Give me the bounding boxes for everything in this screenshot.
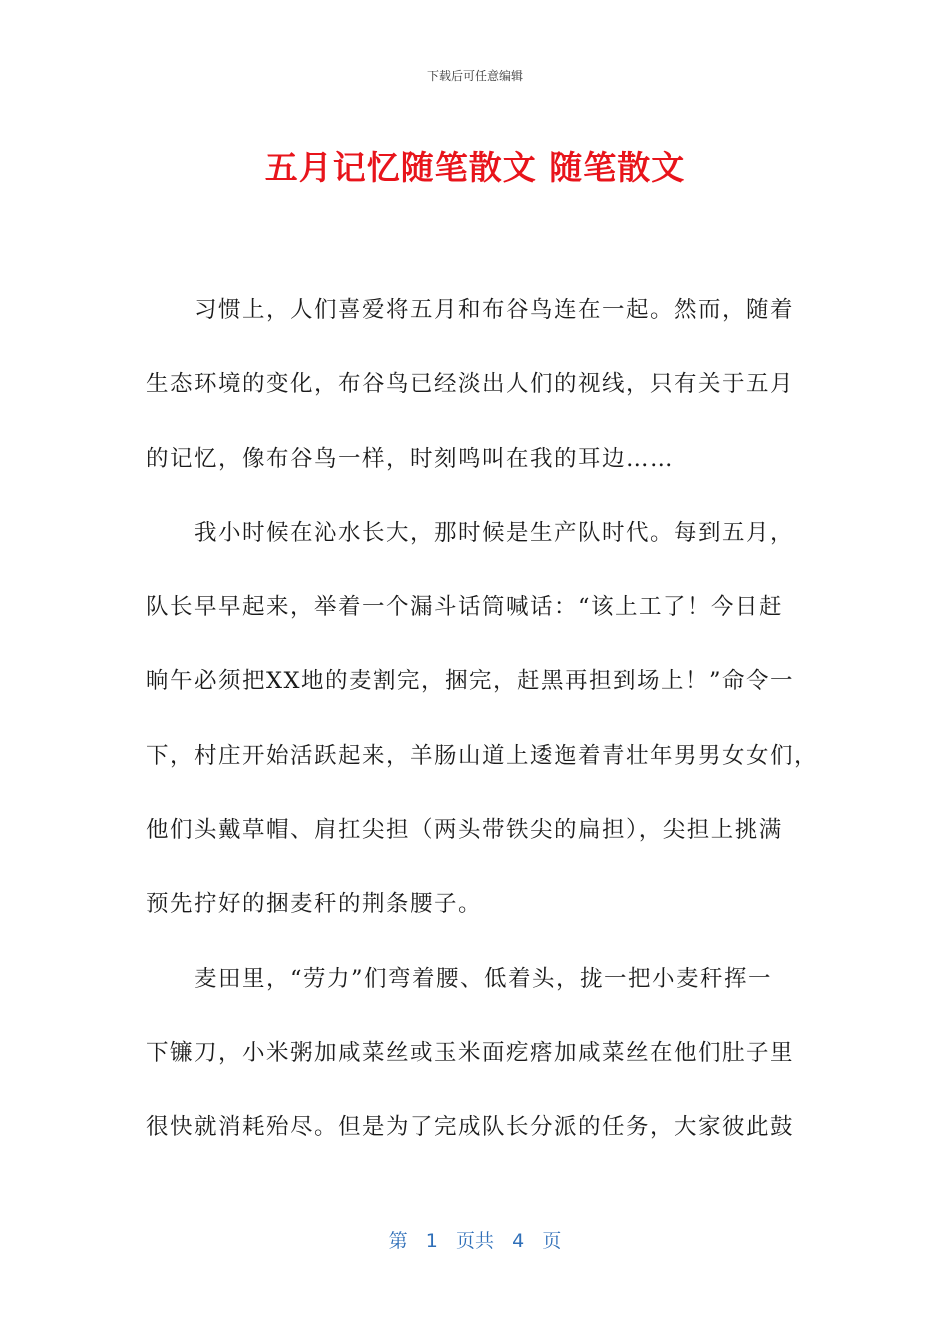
header-note: 下载后可任意编辑 [426, 69, 523, 83]
paragraph-line: 习惯上，人们喜爱将五月和布谷鸟连在一起。然而，随着 [194, 297, 795, 323]
page-mid: 页共 [455, 1230, 494, 1252]
document-body [146, 273, 819, 1165]
paragraph-line: 很快就消耗殆尽。但是为了完成队长分派的任务，大家彼此鼓 [146, 1114, 795, 1141]
paragraph-line: 我小时候在沁水长大，那时候是生产队时代。每到五月， [194, 519, 795, 546]
paragraph-line: 的记忆，像布谷鸟一样，时刻鸣叫在我的耳边…… [146, 445, 675, 472]
paragraph-line: 生态环境的变化，布谷鸟已经淡出人们的视线，只有关于五月 [146, 371, 795, 398]
page-footer [0, 1226, 950, 1253]
page-prefix: 第 [388, 1230, 408, 1252]
paragraph-line: 队长早早起来，举着一个漏斗话筒喊话：“该上工了！今日赶 [146, 594, 784, 621]
paragraph-line: 他们头戴草帽、肩扛尖担（两头带铁尖的扁担），尖担上挑满 [146, 817, 783, 844]
current-page-number: 1 [425, 1230, 438, 1252]
total-pages-number: 4 [512, 1230, 525, 1252]
paragraph-line: 晌午必须把XX地的麦割完，捆完，赶黑再担到场上！”命令一 [146, 668, 795, 695]
page-suffix: 页 [542, 1230, 562, 1252]
paragraph-line: 下镰刀，小米粥加咸菜丝或玉米面疙瘩加咸菜丝在他们肚子里 [146, 1039, 795, 1066]
paragraph-line: 下，村庄开始活跃起来，羊肠山道上逶迤着青壮年男男女女们， [146, 742, 819, 769]
document-title: 五月记忆随笔散文 随笔散文 [264, 148, 686, 187]
paragraph-line: 预先拧好的捆麦秆的荆条腰子。 [146, 891, 483, 918]
paragraph-line: 麦田里，“劳力”们弯着腰、低着头，拢一把小麦秆挥一 [194, 965, 773, 992]
